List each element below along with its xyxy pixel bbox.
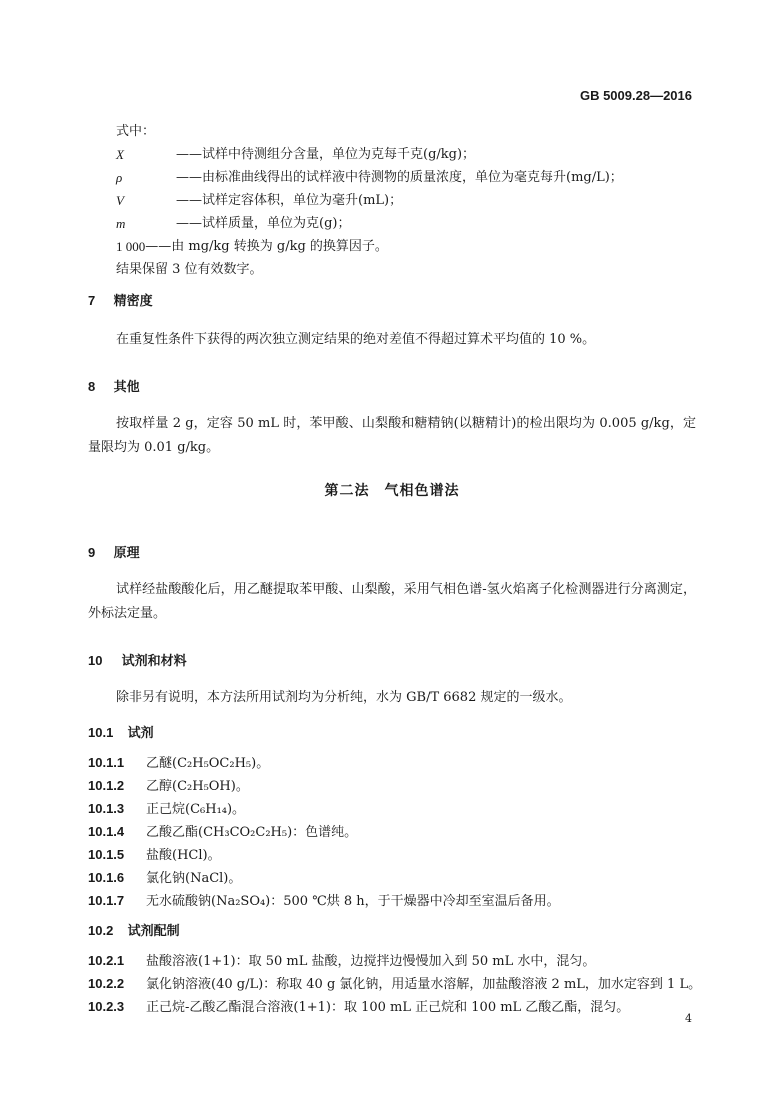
item-number: 10.1.6 bbox=[88, 870, 125, 885]
section-heading-8 bbox=[88, 376, 140, 395]
legend-row bbox=[116, 166, 623, 189]
item-text: 盐酸(HCl)。 bbox=[146, 848, 221, 863]
result-note: 结果保留 3 位有效数字。 bbox=[116, 261, 263, 277]
section-title: 原理 bbox=[113, 545, 140, 560]
section-number: 10.2 bbox=[88, 923, 114, 938]
item-number: 10.1.5 bbox=[88, 847, 125, 862]
item-number: 10.2.3 bbox=[88, 999, 125, 1014]
section-title: 试剂 bbox=[127, 725, 154, 740]
section-body-9: 试样经盐酸酸化后，用乙醚提取苯甲酸、山梨酸，采用气相色谱-氢火焰离子化检测器进行分离测定，外标法定量。 bbox=[88, 582, 696, 621]
section-heading-9 bbox=[88, 542, 140, 561]
reagent-item bbox=[88, 752, 269, 771]
section-body-7: 在重复性条件下获得的两次独立测定结果的绝对差值不得超过算术平均值的 10 %。 bbox=[116, 332, 596, 347]
preparation-item bbox=[88, 950, 595, 969]
item-text: 乙醇(C₂H₅OH)。 bbox=[146, 779, 249, 794]
section-heading-10-1 bbox=[88, 722, 154, 741]
reagent-item bbox=[88, 867, 241, 886]
reagent-item bbox=[88, 775, 249, 794]
section-heading-7 bbox=[88, 290, 153, 309]
section-title: 试剂配制 bbox=[127, 923, 180, 938]
standard-code: GB 5009.28—2016 bbox=[579, 88, 692, 103]
legend-text: ——由 mg/kg 转换为 g/kg 的换算因子。 bbox=[145, 238, 388, 254]
legend-intro: 式中： bbox=[116, 123, 156, 139]
legend-symbol: V bbox=[116, 192, 124, 208]
item-text: 无水硫酸钠(Na₂SO₄)：500 ℃烘 8 h，于干燥器中冷却至室温后备用。 bbox=[146, 894, 560, 909]
section-number: 7 bbox=[88, 293, 96, 308]
section-number: 10 bbox=[88, 653, 103, 668]
legend-text: ——试样中待测组分含量，单位为克每千克(g/kg)； bbox=[176, 146, 476, 162]
item-text: 氯化钠溶液(40 g/L)：称取 40 g 氯化钠，用适量水溶解，加盐酸溶液 2 mL，加水定容到 1 L。 bbox=[146, 977, 702, 992]
item-number: 10.1.3 bbox=[88, 801, 125, 816]
legend-symbol: X bbox=[116, 146, 124, 162]
legend-symbol: ρ bbox=[116, 169, 123, 185]
legend-text: ——由标准曲线得出的试样液中待测物的质量浓度，单位为毫克每升(mg/L)； bbox=[176, 169, 623, 185]
section-number: 10.1 bbox=[88, 725, 114, 740]
section-heading-10 bbox=[88, 650, 187, 669]
item-text: 乙醚(C₂H₅OC₂H₅)。 bbox=[146, 756, 270, 771]
reagent-item bbox=[88, 890, 560, 909]
item-number: 10.1.7 bbox=[88, 893, 125, 908]
section-title: 精密度 bbox=[113, 293, 153, 308]
item-number: 10.2.1 bbox=[88, 953, 125, 968]
item-number: 10.1.2 bbox=[88, 778, 125, 793]
preparation-item bbox=[88, 973, 701, 992]
reagent-item bbox=[88, 798, 245, 817]
legend-symbol: m bbox=[116, 215, 126, 231]
legend-row bbox=[116, 143, 623, 166]
page-number: 4 bbox=[685, 1012, 692, 1025]
item-number: 10.1.4 bbox=[88, 824, 125, 839]
preparation-item bbox=[88, 996, 629, 1015]
section-number: 9 bbox=[88, 545, 96, 560]
item-text: 正己烷-乙酸乙酯混合溶液(1+1)：取 100 mL 正己烷和 100 mL 乙酸乙酯，混匀。 bbox=[146, 1000, 630, 1015]
legend-text: ——试样质量，单位为克(g)； bbox=[176, 215, 351, 231]
section-body-8: 按取样量 2 g，定容 50 mL 时，苯甲酸、山梨酸和糖精钠(以糖精计)的检出限均为 0.005 g/kg，定量限均为 0.01 g/kg。 bbox=[88, 416, 696, 455]
section-heading-10-2 bbox=[88, 920, 180, 939]
item-number: 10.2.2 bbox=[88, 976, 125, 991]
section-title: 其他 bbox=[113, 379, 140, 394]
legend-row bbox=[116, 235, 623, 258]
legend-text: ——试样定容体积，单位为毫升(mL)； bbox=[176, 192, 403, 208]
legend-row bbox=[116, 189, 623, 212]
reagent-item bbox=[88, 844, 221, 863]
method-title: 第二法 气相色谱法 bbox=[324, 482, 460, 498]
legend-symbol: 1 000 bbox=[116, 238, 146, 254]
section-number: 8 bbox=[88, 379, 96, 394]
item-text: 盐酸溶液(1+1)：取 50 mL 盐酸，边搅拌边慢慢加入到 50 mL 水中，混匀。 bbox=[146, 954, 596, 969]
item-text: 乙酸乙酯(CH₃CO₂C₂H₅)：色谱纯。 bbox=[146, 825, 358, 840]
reagent-item bbox=[88, 821, 357, 840]
item-text: 正己烷(C₆H₁₄)。 bbox=[146, 802, 246, 817]
formula-legend bbox=[116, 120, 623, 281]
legend-row bbox=[116, 212, 623, 235]
item-text: 氯化钠(NaCl)。 bbox=[146, 871, 242, 886]
section-title: 试剂和材料 bbox=[121, 653, 187, 668]
item-number: 10.1.1 bbox=[88, 755, 125, 770]
section-body-10: 除非另有说明，本方法所用试剂均为分析纯，水为 GB/T 6682 规定的一级水。 bbox=[116, 690, 572, 705]
